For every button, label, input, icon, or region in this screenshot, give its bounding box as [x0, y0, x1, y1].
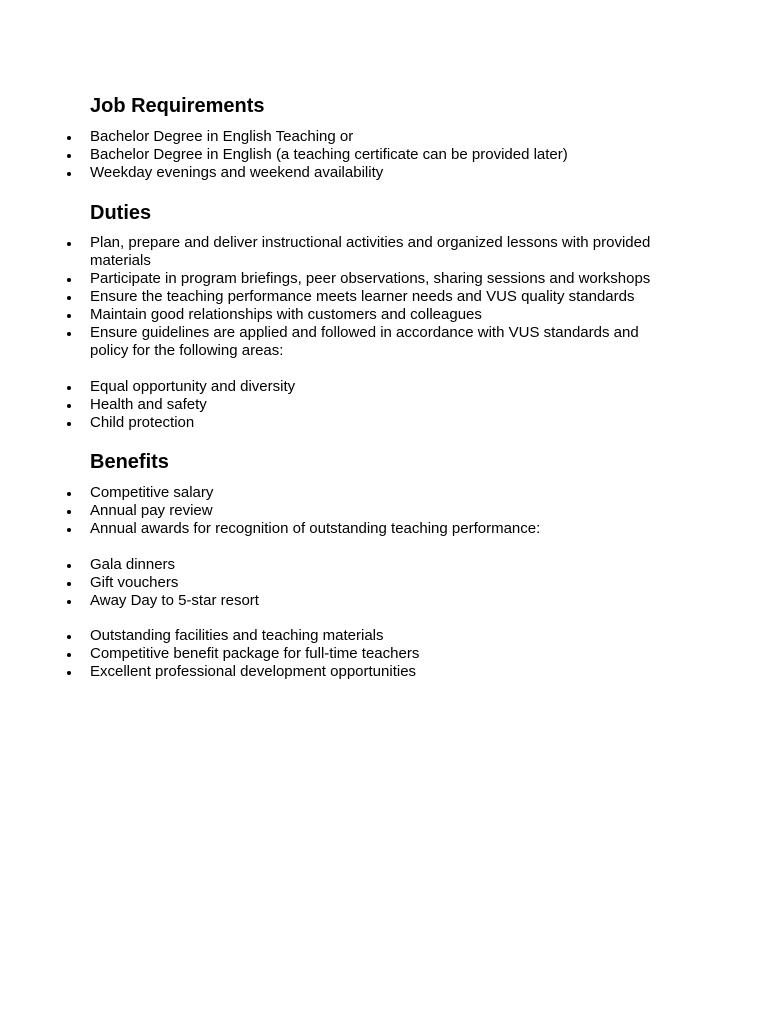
bullet-icon: [67, 422, 71, 426]
list-item: Bachelor Degree in English Teaching or: [0, 128, 768, 146]
bullet-icon: [67, 582, 71, 586]
list-item: Competitive benefit package for full-time teachers: [0, 645, 768, 663]
bullet-icon: [67, 635, 71, 639]
list-item: Child protection: [0, 414, 768, 432]
bullet-icon: [67, 136, 71, 140]
bullet-icon: [67, 278, 71, 282]
list-item: Away Day to 5-star resort: [0, 592, 768, 610]
benefits-awards-list: [0, 556, 768, 610]
benefits-list: [0, 484, 768, 538]
list-item: Ensure guidelines are applied and followed in accordance with VUS standards and policy for the following areas:: [0, 324, 768, 360]
duties-heading: Duties: [90, 202, 152, 224]
list-item: Annual awards for recognition of outstanding teaching performance:: [0, 520, 768, 538]
list-item: Weekday evenings and weekend availability: [0, 164, 768, 182]
list-item: Equal opportunity and diversity: [0, 378, 768, 396]
bullet-icon: [67, 600, 71, 604]
list-item: Plan, prepare and deliver instructional activities and organized lessons with provided materials: [0, 234, 768, 270]
list-item: Health and safety: [0, 396, 768, 414]
list-item: Maintain good relationships with customers and colleagues: [0, 306, 768, 324]
bullet-icon: [67, 332, 71, 336]
job-requirements-list: [0, 128, 768, 182]
bullet-icon: [67, 492, 71, 496]
bullet-icon: [67, 296, 71, 300]
bullet-icon: [67, 653, 71, 657]
list-item: Participate in program briefings, peer observations, sharing sessions and workshops: [0, 270, 768, 288]
list-item: Excellent professional development opportunities: [0, 663, 768, 681]
bullet-icon: [67, 242, 71, 246]
list-item: Gala dinners: [0, 556, 768, 574]
benefits-heading: Benefits: [90, 451, 169, 473]
list-item: Competitive salary: [0, 484, 768, 502]
bullet-icon: [67, 386, 71, 390]
job-requirements-heading: Job Requirements: [90, 95, 265, 117]
list-item: Gift vouchers: [0, 574, 768, 592]
benefits-more-list: [0, 627, 768, 681]
bullet-icon: [67, 510, 71, 514]
bullet-icon: [67, 314, 71, 318]
list-item: Bachelor Degree in English (a teaching certificate can be provided later): [0, 146, 768, 164]
bullet-icon: [67, 671, 71, 675]
list-item: Annual pay review: [0, 502, 768, 520]
bullet-icon: [67, 404, 71, 408]
bullet-icon: [67, 154, 71, 158]
bullet-icon: [67, 564, 71, 568]
list-item: Outstanding facilities and teaching materials: [0, 627, 768, 645]
duties-areas-list: [0, 378, 768, 432]
list-item: Ensure the teaching performance meets learner needs and VUS quality standards: [0, 288, 768, 306]
duties-list: [0, 234, 768, 360]
bullet-icon: [67, 172, 71, 176]
bullet-icon: [67, 528, 71, 532]
